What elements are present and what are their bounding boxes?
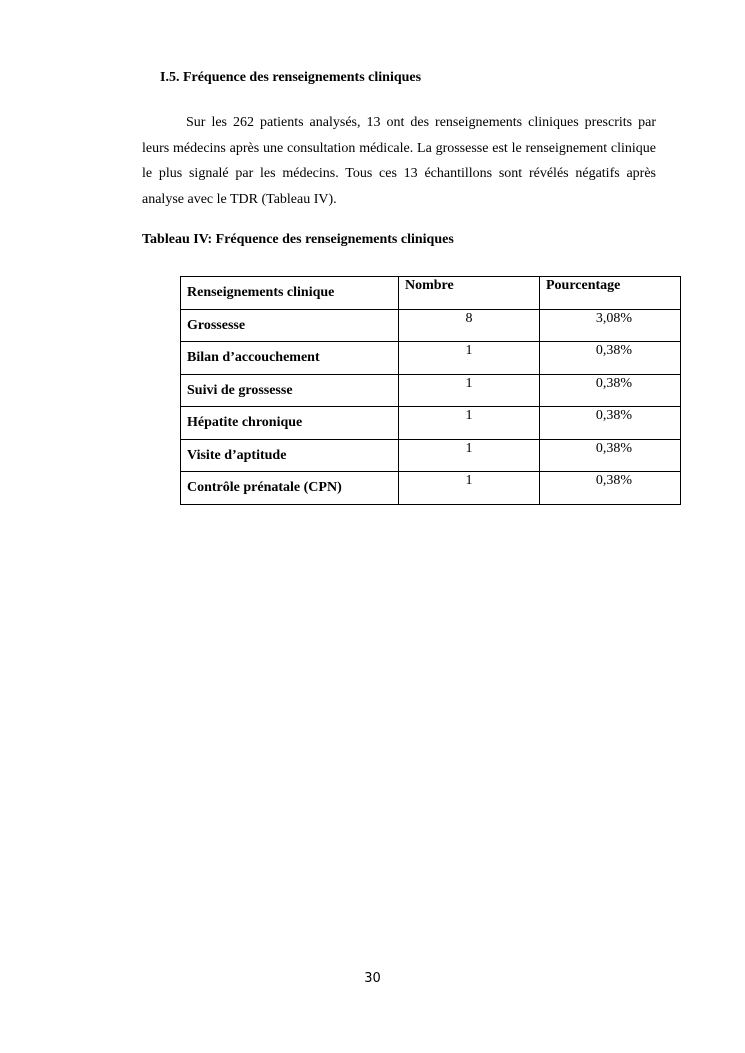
row-percent: 3,08% xyxy=(540,309,681,342)
row-percent: 0,38% xyxy=(540,342,681,375)
row-label: Hépatite chronique xyxy=(181,407,399,440)
table-row xyxy=(181,374,681,407)
row-count: 1 xyxy=(399,472,540,505)
clinical-info-table xyxy=(180,276,681,505)
row-percent: 0,38% xyxy=(540,472,681,505)
row-count: 8 xyxy=(399,309,540,342)
row-label: Suivi de grossesse xyxy=(181,374,399,407)
table-row xyxy=(181,407,681,440)
row-percent: 0,38% xyxy=(540,407,681,440)
section-heading: I.5. Fréquence des renseignements cliniques xyxy=(160,70,422,85)
row-label: Visite d’aptitude xyxy=(181,439,399,472)
header-label: Renseignements clinique xyxy=(181,277,399,310)
header-count: Nombre xyxy=(399,277,540,310)
table-row xyxy=(181,342,681,375)
table-caption: Tableau IV: Fréquence des renseignements cliniques xyxy=(142,232,454,247)
row-count: 1 xyxy=(399,374,540,407)
row-label: Bilan d’accouchement xyxy=(181,342,399,375)
table-row xyxy=(181,439,681,472)
table-header-row xyxy=(181,277,681,310)
table-row xyxy=(181,309,681,342)
header-percent: Pourcentage xyxy=(540,277,681,310)
row-percent: 0,38% xyxy=(540,439,681,472)
row-count: 1 xyxy=(399,407,540,440)
page-number: 30 xyxy=(364,971,381,986)
row-percent: 0,38% xyxy=(540,374,681,407)
row-count: 1 xyxy=(399,342,540,375)
row-label: Contrôle prénatale (CPN) xyxy=(181,472,399,505)
table-row xyxy=(181,472,681,505)
body-paragraph: Sur les 262 patients analysés, 13 ont des renseignements cliniques prescrits par leurs médecins après une consultation médicale. La grossesse est le renseignement clinique le plus signalé par les médecins. Tous ces 13 échantillons sont révélés négatifs après analyse avec le TDR (Tableau IV). xyxy=(142,115,656,207)
row-label: Grossesse xyxy=(181,309,399,342)
row-count: 1 xyxy=(399,439,540,472)
